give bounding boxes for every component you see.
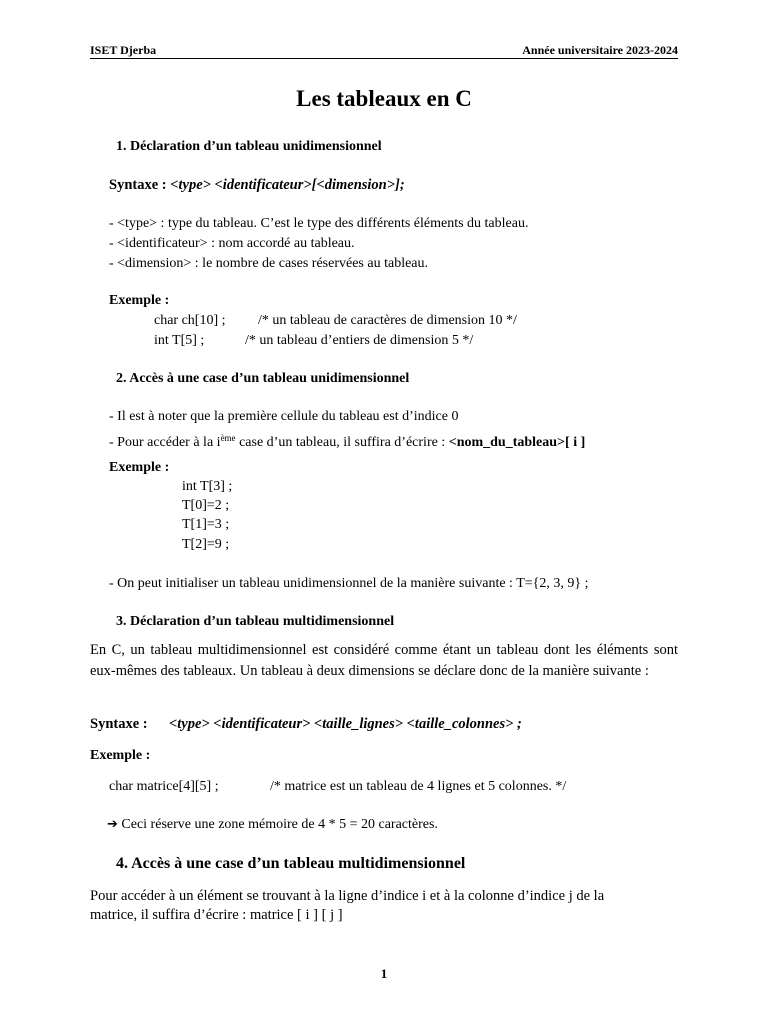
code-comment: /* un tableau d’entiers de dimension 5 */ [245,333,474,348]
section-2-heading: 2. Accès à une case d’un tableau unidimensionnel [116,371,410,386]
code-comment: /* un tableau de caractères de dimension 10 */ [258,313,517,328]
superscript-eme: ème [220,433,236,443]
section-1-syntax [109,177,405,194]
code-comment: /* matrice est un tableau de 4 lignes et 5 colonnes. */ [270,779,567,794]
section-1-item-type: - <type> : type du tableau. C’est le type des différents éléments du tableau. [109,216,529,231]
page-title: Les tableaux en C [296,86,472,111]
section-3-memory-note [107,817,438,833]
section-2-note-index: - Il est à noter que la première cellule du tableau est d’indice 0 [109,409,459,424]
access-text-cont: case d’un tableau, il suffira d’écrire : [235,435,449,450]
header-academic-year: Année universitaire 2023-2024 [522,43,678,57]
section-3-syntax [90,716,148,733]
access-text: - Pour accéder à la i [109,435,221,450]
section-4-paragraph-line-1: Pour accéder à un élément se trouvant à la ligne d’indice i et à la colonne d’indice j de la [90,888,605,904]
access-syntax: <nom_du_tableau>[ i ] [448,435,586,450]
syntax-value: <type> <identificateur> <taille_lignes> <taille_colonnes> ; [169,716,522,732]
syntax-label: Syntaxe : [109,177,171,193]
section-1-example-label: Exemple : [109,293,170,308]
right-arrow-icon: ➔ [107,817,118,832]
code-line: T[2]=9 ; [182,537,230,552]
code-line: char matrice[4][5] ; [109,779,219,794]
syntax-label: Syntaxe : [90,716,148,732]
page-number: 1 [380,966,388,981]
section-1-item-identifier: - <identificateur> : nom accordé au tableau. [109,236,355,251]
section-3-example-label: Exemple : [90,748,151,763]
code-line: char ch[10] ; [154,313,226,328]
memory-note-text: Ceci réserve une zone mémoire de 4 * 5 = 20 caractères. [117,817,438,832]
section-2-init-line: - On peut initialiser un tableau unidimensionnel de la manière suivante : T={2, 3, 9} ; [109,576,589,591]
section-2-access-line [109,435,585,451]
code-line: int T[3] ; [182,479,233,494]
section-1-heading: 1. Déclaration d’un tableau unidimensionnel [116,139,382,154]
syntax-value: <type> <identificateur>[<dimension>]; [170,177,405,193]
code-line: T[1]=3 ; [182,517,230,532]
code-line: int T[5] ; [154,333,205,348]
header-divider [90,58,678,59]
header-institution: ISET Djerba [90,43,157,57]
section-4-paragraph-line-2: matrice, il suffira d’écrire : matrice [ i ] [ j ] [90,907,343,923]
section-4-heading: 4. Accès à une case d’un tableau multidimensionnel [116,855,466,872]
code-line: T[0]=2 ; [182,498,230,513]
section-3-paragraph: En C, un tableau multidimensionnel est considéré comme étant un tableau dont les éléments sont eux-mêmes des tableaux. Un tableau à deux dimensions se déclare donc de la manière suivante : [90,642,678,679]
section-3-heading: 3. Déclaration d’un tableau multidimensionnel [116,614,395,629]
section-2-example-label: Exemple : [109,460,170,475]
section-1-item-dimension: - <dimension> : le nombre de cases réservées au tableau. [109,256,429,271]
